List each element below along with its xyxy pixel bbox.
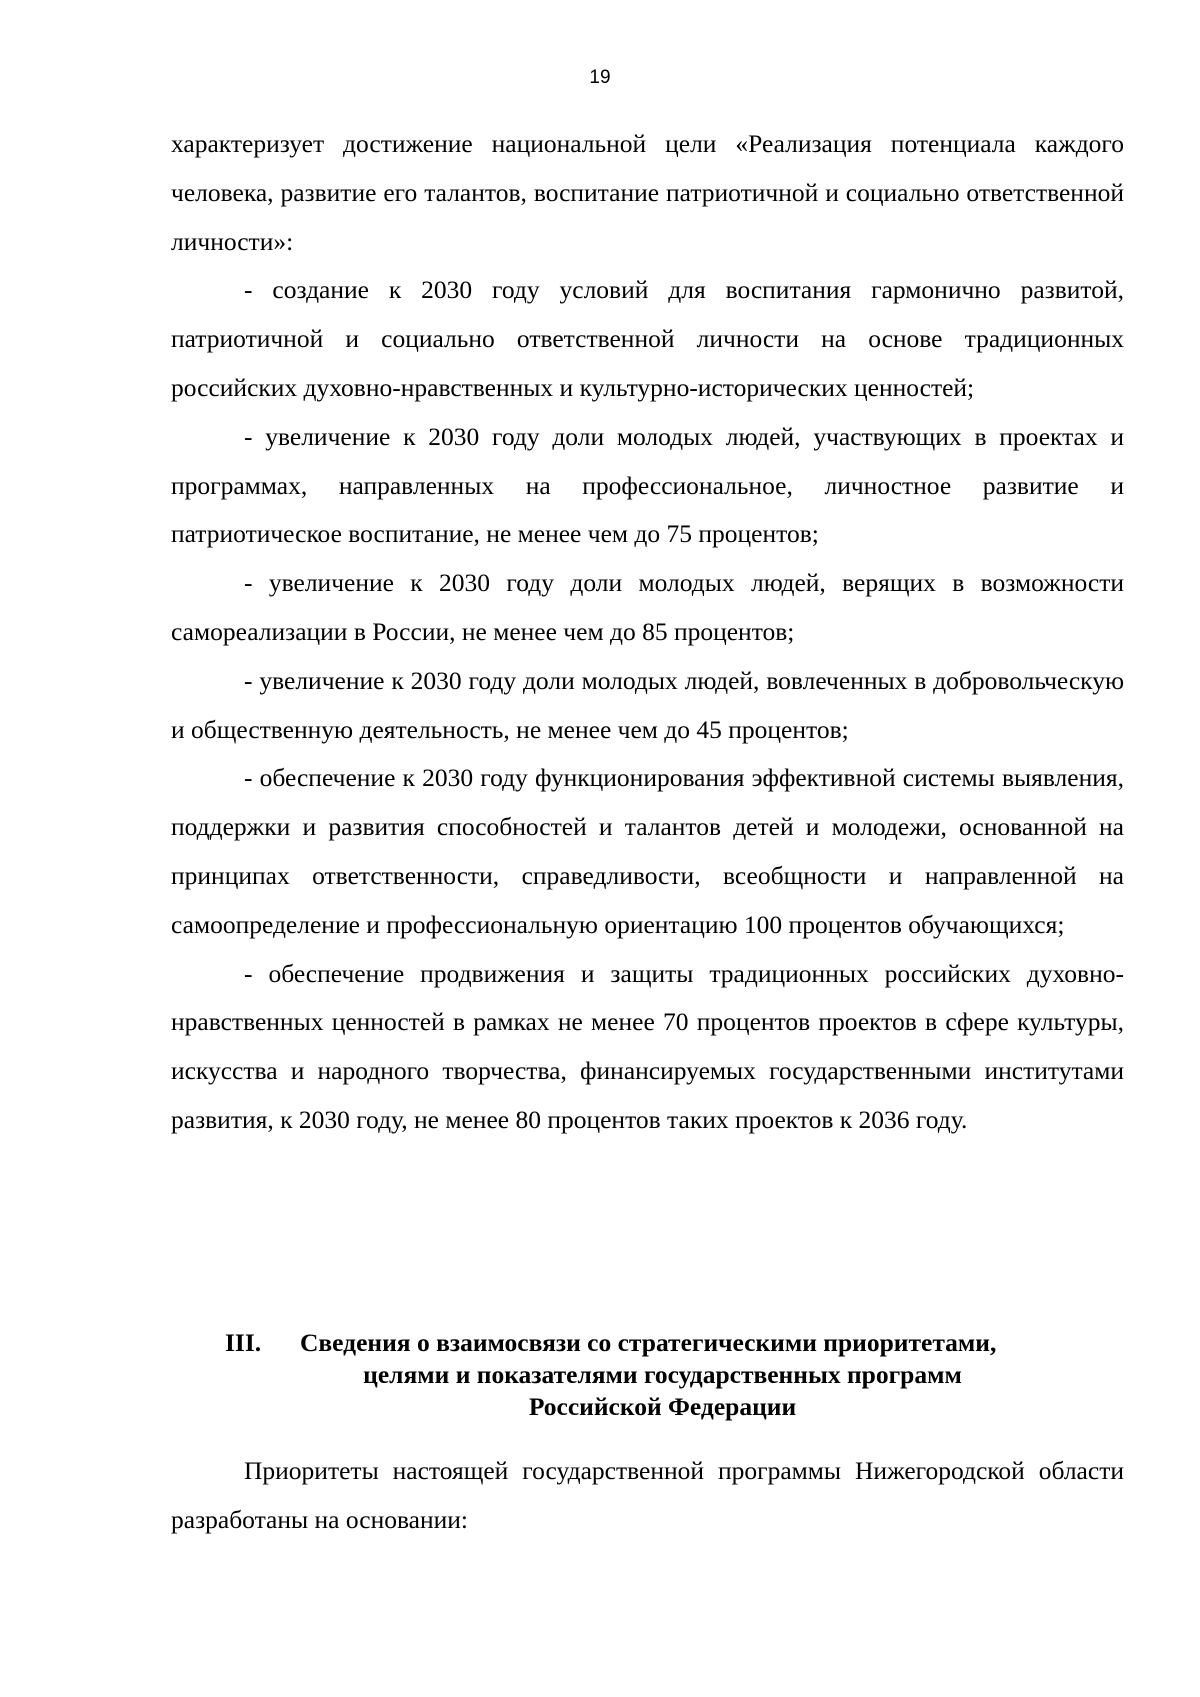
section-heading-line-1 [171,1327,1124,1359]
page-number: 19 [589,67,611,88]
list-item: - увеличение к 2030 году доли молодых людей, участвующих в проектах и программах, направленных на профессиональное, личностное развитие и патриотическое воспитание, не менее чем до 75 процентов; [171,421,1124,549]
list-item: - увеличение к 2030 году доли молодых людей, верящих в возможности самореализации в России, не менее чем до 85 процентов; [171,568,1124,646]
body-text-after-heading [171,1447,1124,1545]
section-title-part-3: Российской Федерации [528,1392,797,1421]
section-title-part-1: Сведения о взаимосвязи со стратегическими приоритетами, [300,1328,997,1357]
section-number: III. [225,1328,262,1357]
list-item: - создание к 2030 году условий для воспитания гармонично развитой, патриотичной и социально ответственной личности на основе традиционных российских духовно-нравственных и культурно-исторических ценностей; [171,275,1124,402]
section-title-part-2: целями и показателями государственных программ [363,1360,962,1389]
paragraph-closing: Приоритеты настоящей государственной программы Нижегородской области разработаны на основании: [171,1456,1124,1534]
list-item: - обеспечение к 2030 году функционирования эффективной системы выявления, поддержки и развития способностей и талантов детей и молодежи, основанной на принципах ответственности, справедливости, всеобщности и направленной на самоопределение и профессиональную ориентацию 100 процентов обучающихся; [171,763,1124,939]
list-item: - обеспечение продвижения и защиты традиционных российских духовно-нравственных ценностей в рамках не менее 70 процентов проектов в сфере культуры, искусства и народного творчества, финансируемых государственными институтами развития, к 2030 году, не менее 80 процентов таких проектов к 2036 году. [171,958,1124,1134]
list-item: - увеличение к 2030 году доли молодых людей, вовлеченных в добровольческую и общественную деятельность, не менее чем до 45 процентов; [171,665,1124,744]
section-heading [171,1327,1124,1423]
body-text [171,120,1124,1145]
paragraph-intro: характеризует достижение национальной цели «Реализация потенциала каждого человека, развитие его талантов, воспитание патриотичной и социально ответственной личности»: [171,129,1124,256]
